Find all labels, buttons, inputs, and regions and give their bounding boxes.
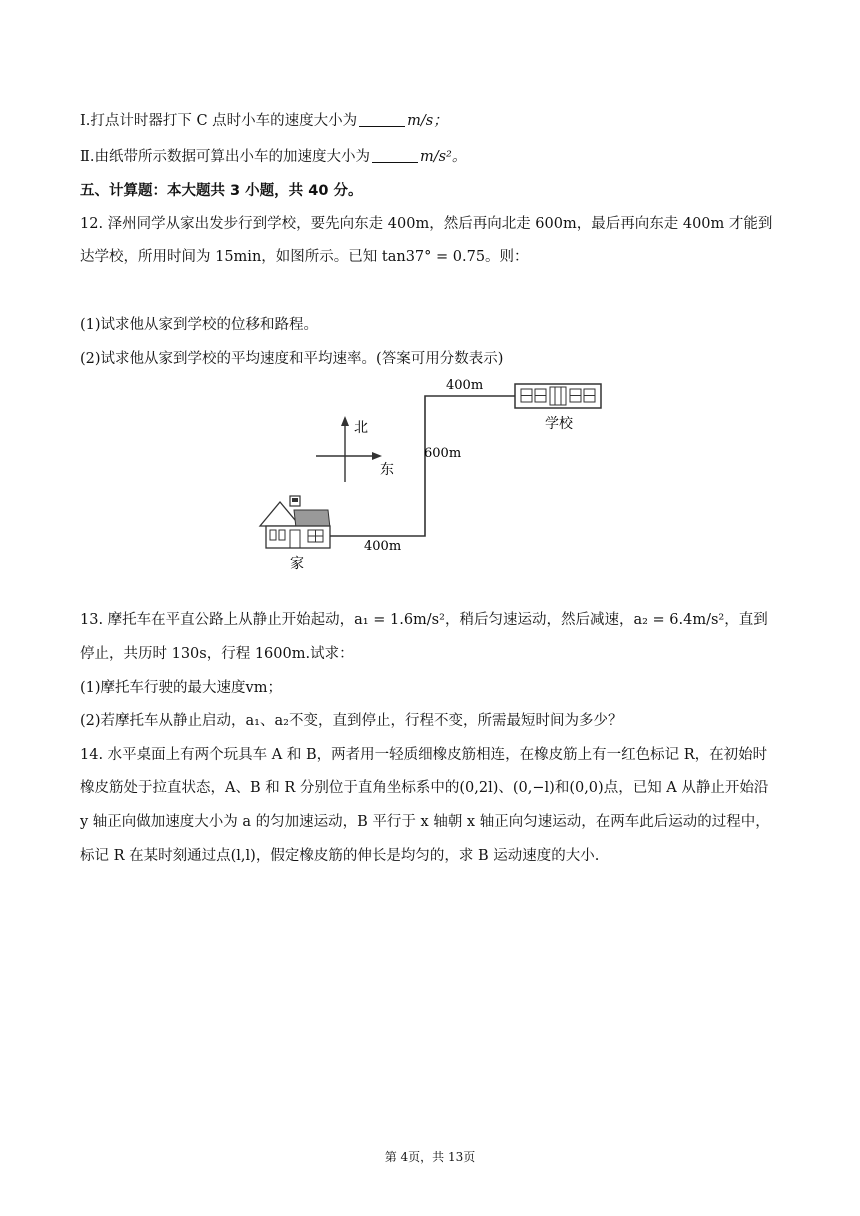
north-arrow-icon — [341, 416, 349, 426]
q13-line-2: 停止，共历时 130s，行程 1600m.试求： — [80, 646, 354, 662]
q12-line-2: 达学校，所用时间为 15min，如图所示。已知 tan37° = 0.75。则： — [80, 249, 529, 265]
part-i-text: Ⅰ.打点计时器打下 C 点时小车的速度大小为 — [80, 113, 358, 129]
home-label: 家 — [290, 556, 304, 572]
east-label: 东 — [380, 462, 394, 478]
school-icon — [515, 384, 601, 408]
section-heading: 五、计算题：本大题共 3 小题，共 40 分。 — [80, 183, 363, 199]
label-mid: 600m — [424, 446, 462, 461]
q14-line-2: 橡皮筋处于拉直状态，A、B 和 R 分别位于直角坐标系中的(0,2l)、(0,−l)和(0,0)点，已知 A 从静止开始沿 — [80, 780, 769, 796]
school-label: 学校 — [545, 416, 573, 432]
route-figure — [250, 370, 620, 580]
house-icon — [260, 496, 330, 548]
q14-line-1: 14. 水平桌面上有两个玩具车 A 和 B，两者用一轻质细橡皮筋相连，在橡皮筋上有一红色标记 R，在初始时 — [80, 747, 768, 763]
label-bottom: 400m — [364, 539, 402, 554]
north-label: 北 — [354, 420, 368, 436]
q13-line-1: 13. 摩托车在平直公路上从静止开始起动，a₁ = 1.6m/s²，稍后匀速运动，然后减速，a₂ = 6.4m/s²，直到 — [80, 612, 768, 628]
answer-blank[interactable] — [372, 148, 418, 163]
part-i-line — [80, 111, 448, 131]
q12-line-1: 12. 泽州同学从家出发步行到学校，要先向东走 400m，然后再向北走 600m，最后再向东走 400m 才能到 — [80, 216, 773, 232]
q12-sub-2: (2)试求他从家到学校的平均速度和平均速率。(答案可用分数表示) — [80, 351, 504, 367]
part-ii-line — [80, 147, 466, 167]
east-arrow-icon — [372, 452, 382, 460]
q13-sub-2: (2)若摩托车从静止启动，a₁、a₂不变，直到停止，行程不变，所需最短时间为多少？ — [80, 713, 623, 729]
q14-line-3: y 轴正向做加速度大小为 a 的匀加速运动，B 平行于 x 轴朝 x 轴正向匀速运动，在两车此后运动的过程中， — [80, 814, 770, 830]
label-top: 400m — [446, 378, 484, 393]
route-path — [330, 396, 515, 536]
page-footer: 第 4页，共 13页 — [384, 1150, 476, 1164]
part-ii-unit: m/s²。 — [419, 149, 467, 165]
part-ii-text: Ⅱ.由纸带所示数据可算出小车的加速度大小为 — [80, 149, 370, 165]
q12-sub-1: (1)试求他从家到学校的位移和路程。 — [80, 317, 319, 333]
part-i-unit: m/s； — [407, 113, 448, 129]
q13-sub-1: (1)摩托车行驶的最大速度vm； — [80, 680, 282, 696]
answer-blank[interactable] — [359, 112, 405, 127]
q14-line-4: 标记 R 在某时刻通过点(l,l)，假定橡皮筋的伸长是均匀的，求 B 运动速度的大小. — [80, 848, 600, 864]
